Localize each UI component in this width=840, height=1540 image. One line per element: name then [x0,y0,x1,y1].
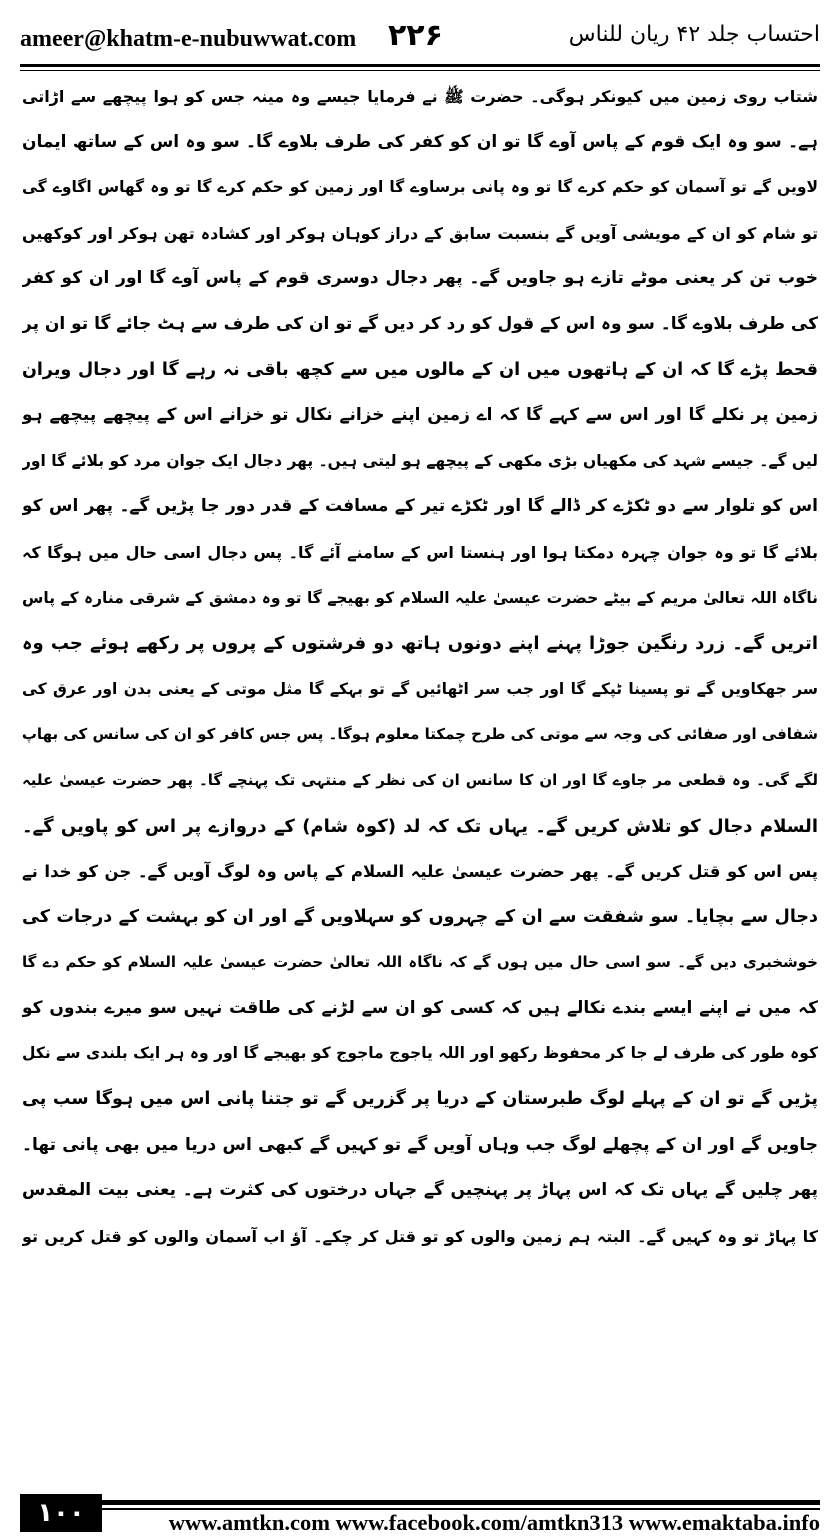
text-line: پھر چلیں گے یہاں تک کہ اس پہاڑ پر پہنچیں گے جہاں درختوں کی کثرت ہے۔ یعنی بیت المقدس [22,1180,818,1201]
text-line: دجال سے بچایا۔ سو شفقت سے ان کے چہروں کو سہلاویں گے اور ان کو بہشت کے درجات کی [22,906,818,927]
footer-rule-thick [102,1500,820,1505]
text-line: پڑیں گے تو ان کے پہلے لوگ طبرستان کے دریا پر گزریں گے تو جتنا پانی اس میں ہوگا سب پی [22,1089,818,1110]
header-rule-thick [20,64,820,67]
text-line: جاویں گے اور ان کے پچھلے لوگ جب وہاں آویں گے تو کہیں گے کبھی اس دریا میں بھی پانی تھا۔ [22,1134,818,1155]
text-line: کوہ طور کی طرف لے جا کر محفوظ رکھو اور اللہ یاجوج ماجوج کو بھیجے گا اور وہ ہر ایک بلندی سے نکل [22,1044,818,1063]
header-book-title: احتساب جلد ۴۲ ریان للناس [568,22,820,47]
text-line: شفافی اور صفائی کی وجہ سے موتی کی طرح چمکتا معلوم ہوگا۔ پس جس کافر کو ان کی سانس کی بھاپ [22,725,818,744]
text-line: زمین پر نکلے گا اور اس سے کہے گا کہ اے زمین اپنے خزانے نکال تو خزانے اس کے پیچھے پیچھے ہو [22,405,818,426]
text-line: سر جھکاویں گے تو پسینا ٹپکے گا اور جب سر اٹھائیں گے تو بہکے گا مثل موتی کے یعنی بدن اور عرق کی [22,679,818,698]
text-line: تو شام کو ان کے مویشی آویں گے بنسبت سابق کے دراز کوہان ہوکر اور کشادہ تھن ہوکر اور کوکھیں [22,223,818,243]
page-footer [20,1494,820,1540]
text-line: لگے گی۔ وہ قطعی مر جاوے گا اور ان کا سانس ان کی نظر کے منتہی تک پہنچے گا۔ پھر حضرت عیسیٰ علیہ [22,770,818,789]
text-line: لاویں گے تو آسمان کو حکم کرے گا تو وہ پانی برساوے گا اور زمین کو حکم کرے گا تو وہ گھاس اگاوے گی [22,178,818,197]
text-line: لیں گے۔ جیسے شہد کی مکھیاں بڑی مکھی کے پیچھے ہو لیتی ہیں۔ پھر دجال ایک جوان مرد کو بلائے گا اور [22,451,818,470]
footer-links: www.amtkn.com www.facebook.com/amtkn313 www.emaktaba.info [168,1510,820,1535]
text-line: السلام دجال کو تلاش کریں گے۔ یہاں تک کہ لد (کوہ شام) کے دروازے پر اس کو پاویں گے۔ [22,815,818,837]
text-line: خوب تن کر یعنی موٹے تازے ہو جاویں گے۔ پھر دجال دوسری قوم کے پاس آوے گا اور ان کو کفر [22,268,818,289]
page-header [20,14,820,62]
footer-folio: ۱۰۰ [20,1494,102,1532]
text-line: شتاب روی زمین میں کیونکر ہوگی۔ حضرت ﷺ نے فرمایا جیسے وہ مینہ جس کو ہوا پیچھے سے اڑاتی [22,87,818,106]
text-line: کا پہاڑ تو وہ کہیں گے۔ البتہ ہم زمین والوں کو تو قتل کر چکے۔ آؤ اب آسمان والوں کو قتل کریں تو [22,1226,818,1246]
text-line: ہے۔ سو وہ ایک قوم کے پاس آوے گا تو ان کو کفر کی طرف بلاوے گا۔ سو وہ اس کے ساتھ ایمان [22,131,818,152]
header-email: ameer@khatm-e-nubuwwat.com [20,26,357,52]
text-line: اس کو تلوار سے دو ٹکڑے کر ڈالے گا اور ٹکڑے تیر کے مسافت کے قدر دور جا پڑیں گے۔ پھر اس کو [22,496,818,517]
text-line: پس اس کو قتل کریں گے۔ پھر حضرت عیسیٰ علیہ السلام کے پاس وہ لوگ آویں گے۔ جن کو خدا نے [22,862,818,882]
text-line: کہ میں نے اپنے ایسے بندے نکالے ہیں کہ کسی کو ان سے لڑنے کی طاقت نہیں سو میرے بندوں کو [22,997,818,1018]
header-page-number: ۲۲۶ [388,18,443,53]
body-text [22,74,818,1259]
text-line: بلائے گا تو وہ جوان چہرہ دمکتا ہوا اور ہنستا اس کے سامنے آئے گا۔ پس دجال اسی حال میں ہوگا کہ [22,542,818,562]
text-line: خوشخبری دیں گے۔ سو اسی حال میں ہوں گے کہ ناگاہ اللہ تعالیٰ حضرت عیسیٰ علیہ السلام کو حکم دے گا [22,953,818,972]
header-rule-thin [20,70,820,71]
text-line: کی طرف بلاوے گا۔ سو وہ اس کے قول کو رد کر دیں گے تو ان کی طرف سے ہٹ جائے گا تو ان پر [22,313,818,334]
text-line: اتریں گے۔ زرد رنگین جوڑا پہنے اپنے دونوں ہاتھ دو فرشتوں کے پروں پر رکھے ہوئے جب وہ [22,633,818,655]
text-line: ناگاہ اللہ تعالیٰ مریم کے بیٹے حضرت عیسیٰ علیہ السلام کو بھیجے گا تو وہ دمشق کے شرقی منارہ کے پاس [22,588,818,607]
text-line: قحط پڑے گا کہ ان کے ہاتھوں میں ان کے مالوں میں سے کچھ باقی نہ رہے گا اور دجال ویران [22,359,818,380]
